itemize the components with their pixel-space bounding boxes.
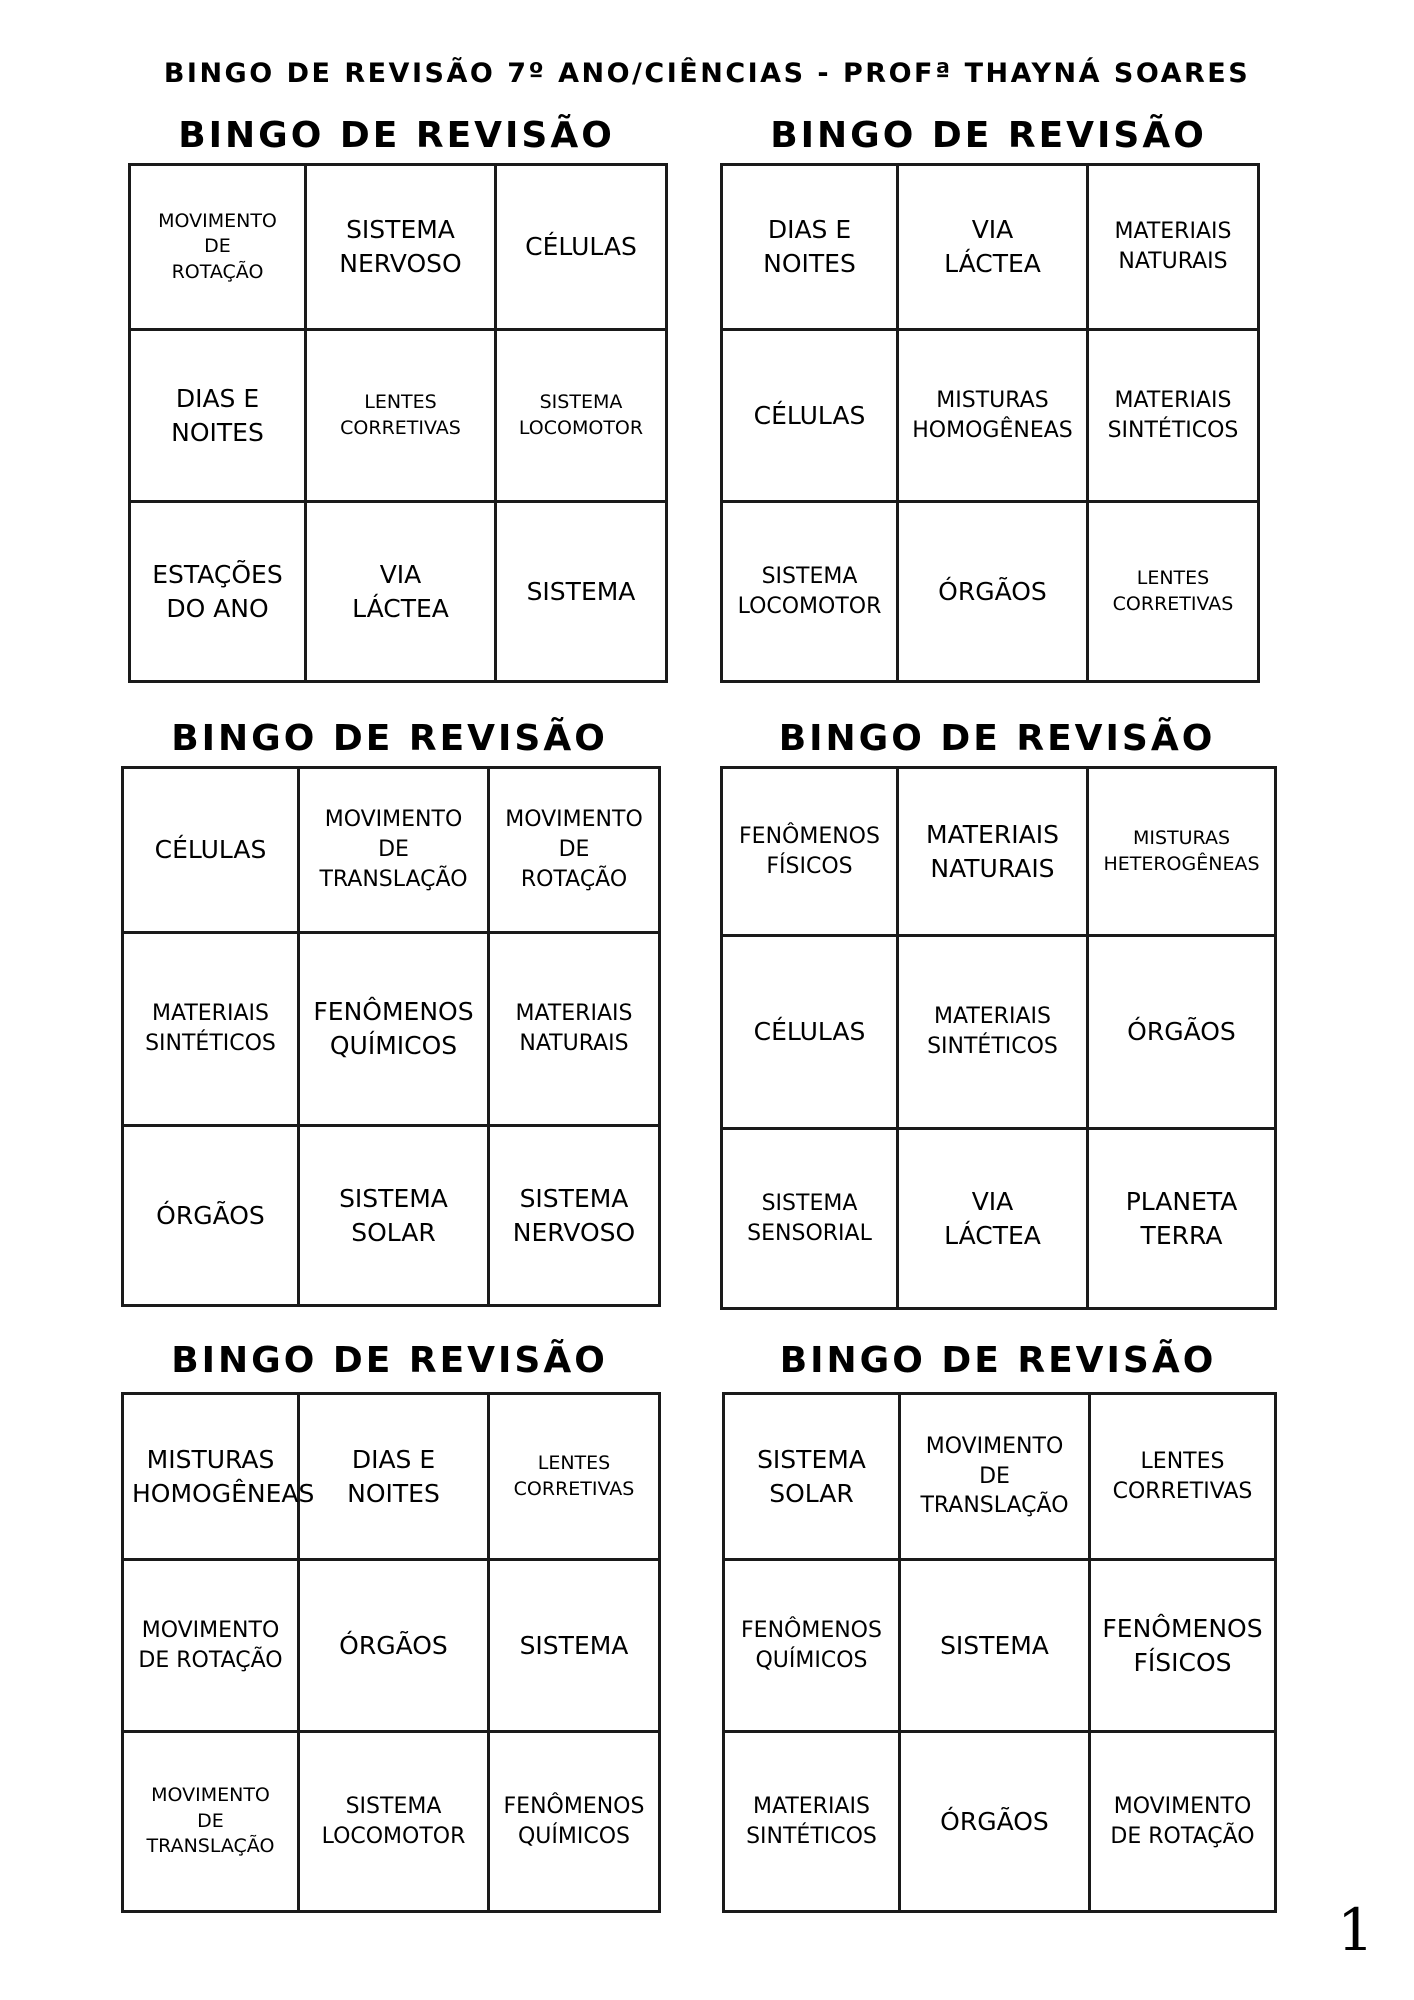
bingo-cell: CÉLULAS [722, 936, 898, 1129]
bingo-cell: CÉLULAS [496, 165, 667, 330]
page-number: 1 [1337, 1896, 1374, 1964]
bingo-cell: MATERIAIS SINTÉTICOS [724, 1732, 900, 1912]
bingo-cell: MISTURAS HETEROGÊNEAS [1088, 768, 1276, 936]
bingo-cell: MISTURAS HOMOGÊNEAS [898, 330, 1088, 502]
grid-row [722, 936, 1276, 1129]
bingo-cell: SISTEMA SOLAR [724, 1394, 900, 1560]
bingo-cell: MOVIMENTO DE ROTAÇÃO [489, 768, 660, 933]
grid-row [724, 1394, 1276, 1560]
bingo-grid [720, 163, 1260, 683]
bingo-cell: SISTEMA [496, 502, 667, 682]
bingo-cell: MOVIMENTO DE ROTAÇÃO [130, 165, 306, 330]
page-title: BINGO DE REVISÃO 7º ANO/CIÊNCIAS - PROFª THAYNÁ SOARES [163, 58, 1251, 89]
bingo-cell: MOVIMENTO DE TRANSLAÇÃO [299, 768, 489, 933]
card-title: BINGO DE REVISÃO [171, 1340, 608, 1381]
bingo-cell: ÓRGÃOS [900, 1732, 1090, 1912]
grid-row [722, 768, 1276, 936]
bingo-cell: DIAS E NOITES [299, 1394, 489, 1560]
bingo-cell: MOVIMENTO DE TRANSLAÇÃO [123, 1732, 299, 1912]
bingo-cell: SISTEMA [900, 1560, 1090, 1732]
grid-row [130, 502, 667, 682]
bingo-cell: FENÔMENOS QUÍMICOS [724, 1560, 900, 1732]
grid-row [724, 1732, 1276, 1912]
bingo-cell: DIAS E NOITES [130, 330, 306, 502]
bingo-cell: SISTEMA LOCOMOTOR [496, 330, 667, 502]
grid-row [722, 502, 1259, 682]
grid-row [123, 933, 660, 1126]
grid-row [123, 1394, 660, 1560]
bingo-cell: PLANETA TERRA [1088, 1129, 1276, 1309]
bingo-cell: ESTAÇÕES DO ANO [130, 502, 306, 682]
grid-row [123, 1126, 660, 1306]
bingo-cell: DIAS E NOITES [722, 165, 898, 330]
grid-row [722, 330, 1259, 502]
bingo-cell: SISTEMA SOLAR [299, 1126, 489, 1306]
bingo-grid [121, 766, 661, 1307]
bingo-cell: MOVIMENTO DE ROTAÇÃO [123, 1560, 299, 1732]
bingo-cell: VIA LÁCTEA [898, 1129, 1088, 1309]
bingo-grid [720, 766, 1277, 1310]
bingo-cell: ÓRGÃOS [123, 1126, 299, 1306]
bingo-cell: SISTEMA LOCOMOTOR [722, 502, 898, 682]
bingo-cell: LENTES CORRETIVAS [1090, 1394, 1276, 1560]
grid-row [130, 330, 667, 502]
bingo-cell: MATERIAIS SINTÉTICOS [1088, 330, 1259, 502]
grid-row [123, 1560, 660, 1732]
bingo-cell: MATERIAIS NATURAIS [489, 933, 660, 1126]
bingo-cell: MOVIMENTO DE ROTAÇÃO [1090, 1732, 1276, 1912]
bingo-cell: MISTURAS HOMOGÊNEAS [123, 1394, 299, 1560]
bingo-grid [128, 163, 668, 683]
grid-row [123, 768, 660, 933]
bingo-cell: SISTEMA LOCOMOTOR [299, 1732, 489, 1912]
bingo-cell: CÉLULAS [123, 768, 299, 933]
bingo-cell: ÓRGÃOS [299, 1560, 489, 1732]
bingo-cell: MATERIAIS NATURAIS [898, 768, 1088, 936]
bingo-cell: ÓRGÃOS [1088, 936, 1276, 1129]
card-title: BINGO DE REVISÃO [778, 718, 1216, 759]
bingo-cell: FENÔMENOS QUÍMICOS [489, 1732, 660, 1912]
bingo-grid [121, 1392, 661, 1913]
bingo-cell: SISTEMA NERVOSO [306, 165, 496, 330]
bingo-cell: MATERIAIS SINTÉTICOS [123, 933, 299, 1126]
grid-row [130, 165, 667, 330]
bingo-cell: FENÔMENOS FÍSICOS [722, 768, 898, 936]
bingo-cell: LENTES CORRETIVAS [489, 1394, 660, 1560]
bingo-cell: MATERIAIS NATURAIS [1088, 165, 1259, 330]
card-title: BINGO DE REVISÃO [178, 115, 615, 156]
bingo-cell: SISTEMA SENSORIAL [722, 1129, 898, 1309]
bingo-grid [722, 1392, 1277, 1913]
bingo-cell: MOVIMENTO DE TRANSLAÇÃO [900, 1394, 1090, 1560]
bingo-cell: ÓRGÃOS [898, 502, 1088, 682]
bingo-cell: VIA LÁCTEA [306, 502, 496, 682]
card-title: BINGO DE REVISÃO [171, 718, 608, 759]
grid-row [722, 1129, 1276, 1309]
bingo-cell: CÉLULAS [722, 330, 898, 502]
bingo-cell: VIA LÁCTEA [898, 165, 1088, 330]
bingo-cell: FENÔMENOS QUÍMICOS [299, 933, 489, 1126]
grid-row [722, 165, 1259, 330]
bingo-cell: FENÔMENOS FÍSICOS [1090, 1560, 1276, 1732]
bingo-cell: MATERIAIS SINTÉTICOS [898, 936, 1088, 1129]
bingo-cell: SISTEMA NERVOSO [489, 1126, 660, 1306]
card-title: BINGO DE REVISÃO [770, 115, 1207, 156]
grid-row [724, 1560, 1276, 1732]
bingo-cell: LENTES CORRETIVAS [1088, 502, 1259, 682]
bingo-cell: LENTES CORRETIVAS [306, 330, 496, 502]
card-title: BINGO DE REVISÃO [779, 1340, 1217, 1381]
grid-row [123, 1732, 660, 1912]
bingo-cell: SISTEMA [489, 1560, 660, 1732]
